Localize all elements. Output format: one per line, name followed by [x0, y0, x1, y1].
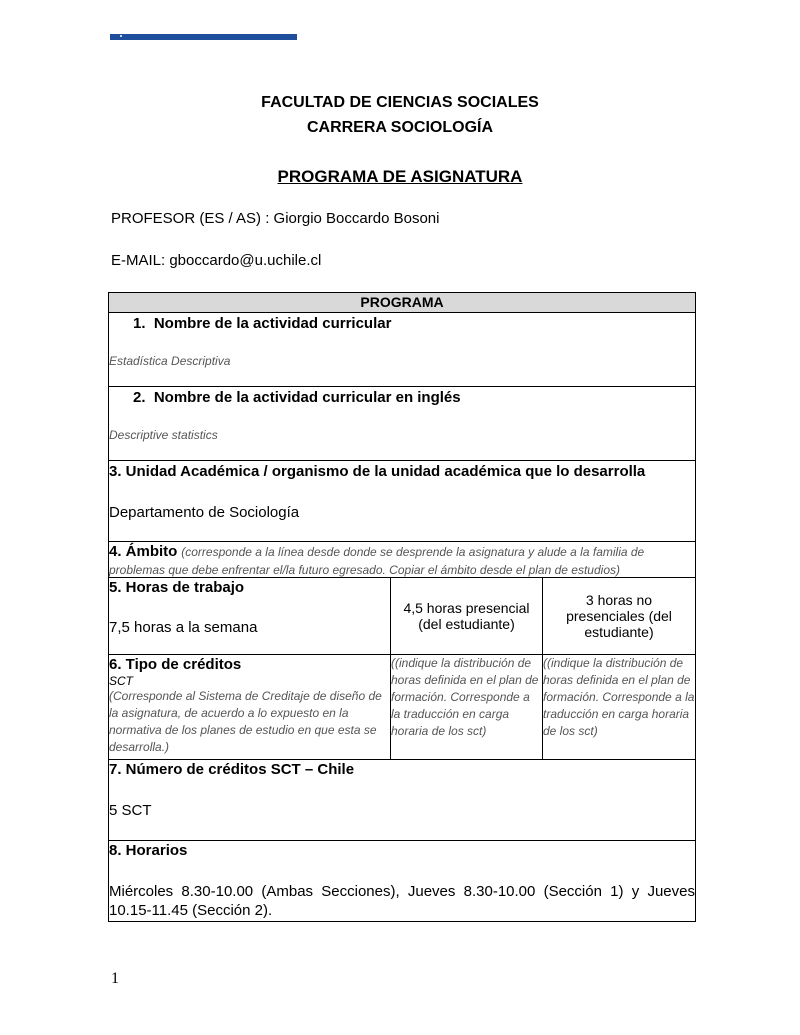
header-logo-bar	[110, 34, 297, 40]
section-1-value: Estadística Descriptiva	[109, 354, 231, 368]
table-header: PROGRAMA	[109, 293, 696, 313]
section-1-row	[109, 313, 696, 387]
section-8-row	[109, 841, 696, 922]
profesor-line: PROFESOR (ES / AS) : Giorgio Boccardo Bosoni	[111, 210, 440, 227]
section-7-row	[109, 760, 696, 841]
section-1-cell	[109, 313, 696, 387]
program-title: PROGRAMA DE ASIGNATURA	[277, 167, 523, 186]
section-3-cell	[109, 461, 696, 542]
section-6-note: (Corresponde al Sistema de Creditaje de diseño de la asignatura, de acuerdo a lo expuesto en la normativa de los planes de estudio en que esta se desarrolla.)	[109, 689, 382, 754]
section-2-cell	[109, 387, 696, 461]
section-6-row	[109, 655, 696, 760]
section-2-value: Descriptive statistics	[109, 428, 218, 442]
section-5-value: 7,5 horas a la semana	[109, 619, 258, 636]
section-7-title: 7. Número de créditos SCT – Chile	[109, 761, 355, 778]
section-4-title: 4. Ámbito	[109, 543, 178, 560]
section-7-cell	[109, 760, 696, 841]
section-2-row	[109, 387, 696, 461]
section-5-cell	[109, 578, 391, 655]
section-6-value: SCT	[109, 674, 133, 688]
section-6-col3: ((indique la distribución de horas definida en el plan de formación. Corresponde a la traducción en carga horaria de los sct)	[543, 656, 695, 738]
section-2-title: 2. Nombre de la actividad curricular en inglés	[133, 389, 461, 406]
program-table	[108, 292, 696, 922]
section-3-title: 3. Unidad Académica / organismo de la unidad académica que lo desarrolla	[109, 463, 646, 480]
section-4-note: (corresponde a la línea desde donde se desprende la asignatura y alude a la familia de problemas que debe enfrentar el/la futuro egresado. Copiar el ámbito desde el plan de estudios)	[109, 545, 645, 577]
section-4-cell	[109, 542, 696, 578]
section-5-presencial: 4,5 horas presencial (del estudiante)	[391, 578, 543, 655]
section-5-title: 5. Horas de trabajo	[109, 579, 245, 596]
email-line: E-MAIL: gboccardo@u.uchile.cl	[111, 252, 322, 269]
section-5-row	[109, 578, 696, 655]
section-4-row	[109, 542, 696, 578]
section-1-title: 1. Nombre de la actividad curricular	[133, 315, 392, 332]
section-6-cell	[109, 655, 391, 760]
table-header-row	[109, 293, 696, 313]
section-6-col3-cell	[543, 655, 696, 760]
logo-mark	[120, 35, 122, 37]
section-3-row	[109, 461, 696, 542]
section-5-no-presencial: 3 horas no presenciales (del estudiante)	[543, 578, 696, 655]
section-8-value: Miércoles 8.30-10.00 (Ambas Secciones), Jueves 8.30-10.00 (Sección 1) y Jueves 10.15-11.45 (Sección 2).	[109, 883, 695, 919]
section-3-value: Departamento de Sociología	[109, 504, 300, 521]
faculty-title: FACULTAD DE CIENCIAS SOCIALES	[261, 94, 539, 111]
section-8-title: 8. Horarios	[109, 842, 188, 859]
section-6-col2: ((indique la distribución de horas definida en el plan de formación. Corresponde a la traducción en carga horaria de los sct)	[391, 656, 539, 738]
section-6-col2-cell	[391, 655, 543, 760]
career-title: CARRERA SOCIOLOGÍA	[306, 119, 494, 136]
section-8-cell	[109, 841, 696, 922]
section-6-title: 6. Tipo de créditos	[109, 656, 242, 673]
section-7-value: 5 SCT	[109, 802, 152, 819]
page-number: 1	[111, 970, 119, 987]
